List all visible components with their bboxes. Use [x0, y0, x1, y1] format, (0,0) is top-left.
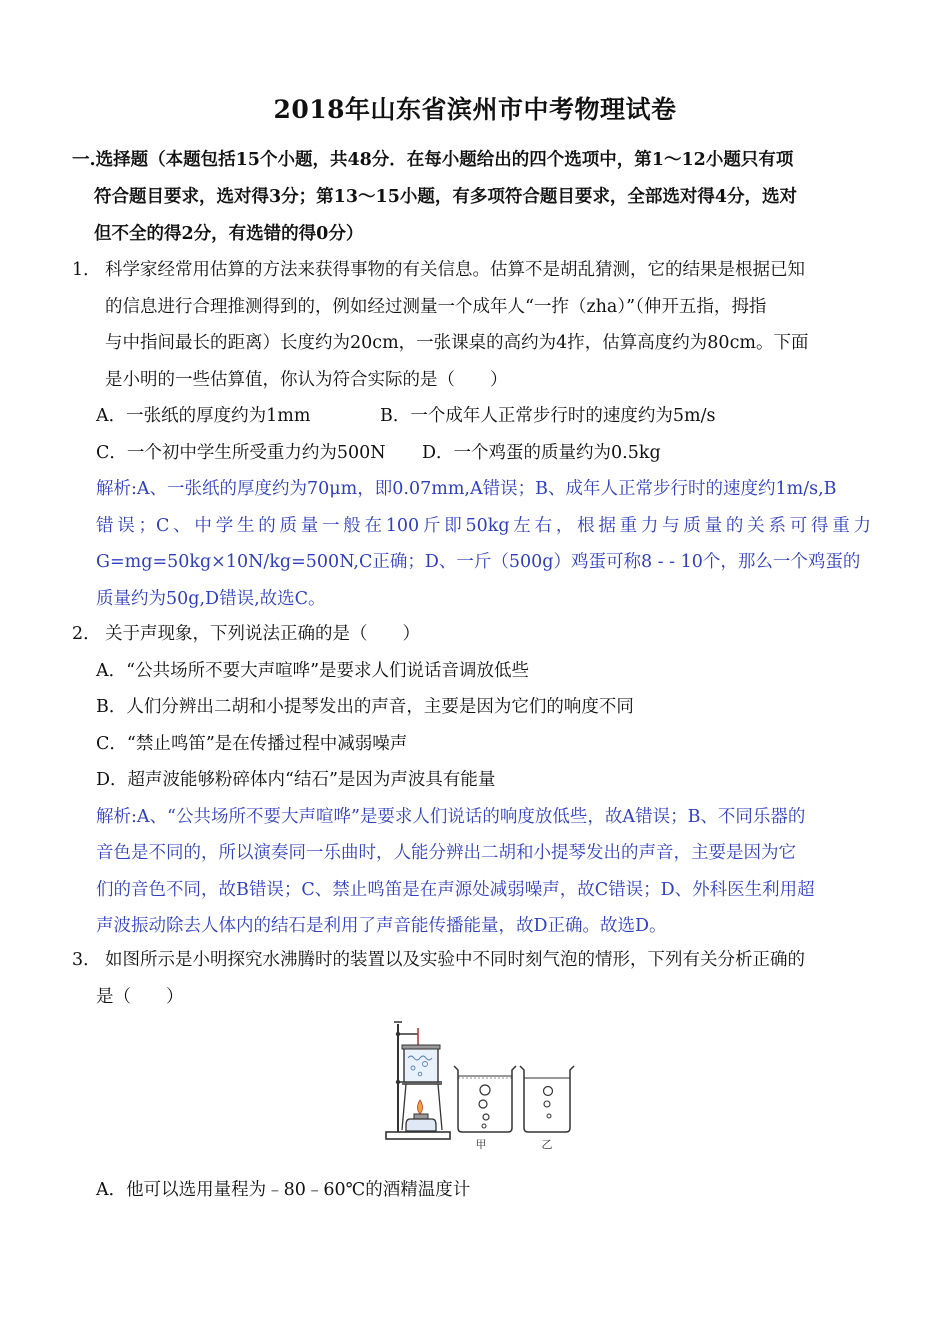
analysis-line-1: 解析:A、一张纸的厚度约为70μm，即0.07mm,A错误；B、成年人正常步行时的速度约1m/s,B	[96, 479, 837, 499]
question-number: 1．	[72, 260, 101, 280]
option-a: A．“公共场所不要大声喧哗”是要求人们说话音调放低些	[96, 660, 530, 681]
label-jia: 甲	[475, 1138, 487, 1151]
analysis-line-2: 错误；C、中学生的质量一般在100斤即50kg左右，根据重力与质量的关系可得重力	[96, 515, 871, 536]
section-line-3: 但不全的得2分，有选错的得0分）	[94, 224, 364, 244]
alcohol-lamp	[406, 1119, 436, 1131]
label-yi: 乙	[541, 1138, 553, 1151]
analysis-line-3: 们的音色不同，故B错误；C、禁止鸣笛是在声源处减弱噪声，故C错误；D、外科医生利用超	[96, 879, 815, 900]
section-heading	[72, 142, 872, 253]
question-2	[72, 616, 882, 945]
option-b: B．人们分辨出二胡和小提琴发出的声音，主要是因为它们的响度不同	[96, 697, 634, 717]
option-c: C．“禁止鸣笛”是在传播过程中减弱噪声	[96, 733, 408, 754]
option-a: A．一张纸的厚度约为1mm	[96, 406, 311, 426]
analysis-line-3: G=mg=50kg×10N/kg=500N,C正确；D、一斤（500g）鸡蛋可称8 - - 10个，那么一个鸡蛋的	[96, 552, 861, 572]
experiment-figure	[380, 1018, 575, 1153]
question-3-stem-line-2: 是（ ）	[96, 986, 184, 1007]
apparatus-beaker	[404, 1048, 438, 1082]
question-number: 3．	[72, 950, 101, 970]
question-number: 2．	[72, 624, 101, 644]
question-3	[72, 942, 882, 1015]
question-1-options-ab	[72, 398, 882, 435]
question-1	[72, 252, 882, 617]
analysis-line-1: 解析:A、“公共场所不要大声喧哗”是要求人们说话的响度放低些，故A错误；B、不同乐器的	[96, 806, 806, 827]
option-d: D．超声波能够粉碎体内“结石”是因为声波具有能量	[96, 770, 496, 790]
stand-base	[386, 1132, 450, 1139]
question-3-stem-line-1: 3． 如图所示是小明探究水沸腾时的装置以及实验中不同时刻气泡的情形，下列有关分析正确的	[72, 942, 882, 979]
question-1-stem-line-2: 的信息进行合理推测得到的，例如经过测量一个成年人“一拃（zha）”（伸开五指，拇指	[105, 296, 767, 317]
question-3-options	[72, 1172, 882, 1209]
question-1-stem-line-4: 是小明的一些估算值，你认为符合实际的是（ ）	[105, 369, 508, 390]
question-1-options-cd	[72, 435, 882, 472]
flame-icon	[418, 1100, 423, 1114]
analysis-line-4: 质量约为50g,D错误,故选C。	[96, 588, 326, 609]
analysis-line-2: 音色是不同的，所以演奏同一乐曲时，人能分辨出二胡和小提琴发出的声音，主要是因为它	[96, 843, 796, 863]
question-1-analysis	[72, 471, 882, 617]
question-2-stem: 2． 关于声现象，下列说法正确的是（ ）	[72, 616, 882, 653]
question-2-analysis	[72, 799, 882, 945]
option-c: C．一个初中学生所受重力约为500N	[96, 442, 386, 463]
option-b: B．一个成年人正常步行时的速度约为5m/s	[380, 406, 716, 426]
option-a: A．他可以选用量程为﹣80﹣60℃的酒精温度计	[96, 1180, 471, 1200]
beaker-jia	[454, 1066, 516, 1132]
beaker-yi	[520, 1066, 574, 1132]
section-line-1: 一.选择题（本题包括15个小题，共48分．在每小题给出的四个选项中，第1～12小题只有项	[72, 150, 794, 170]
option-d: D．一个鸡蛋的质量约为0.5kg	[422, 442, 661, 463]
section-line-2: 符合题目要求，选对得3分；第13～15小题，有多项符合题目要求，全部选对得4分，选对	[94, 187, 798, 207]
analysis-line-4: 声波振动除去人体内的结石是利用了声音能传播能量，故D正确。故选D。	[96, 916, 667, 936]
question-1-stem-line-1: 1． 科学家经常用估算的方法来获得事物的有关信息。估算不是胡乱猜测，它的结果是根据已知	[72, 252, 882, 289]
page-title: 2018年山东省滨州市中考物理试卷	[273, 95, 677, 124]
question-1-stem-line-3: 与中指间最长的距离）长度约为20cm，一张课桌的高约为4拃，估算高度约为80cm。下面	[105, 333, 809, 353]
